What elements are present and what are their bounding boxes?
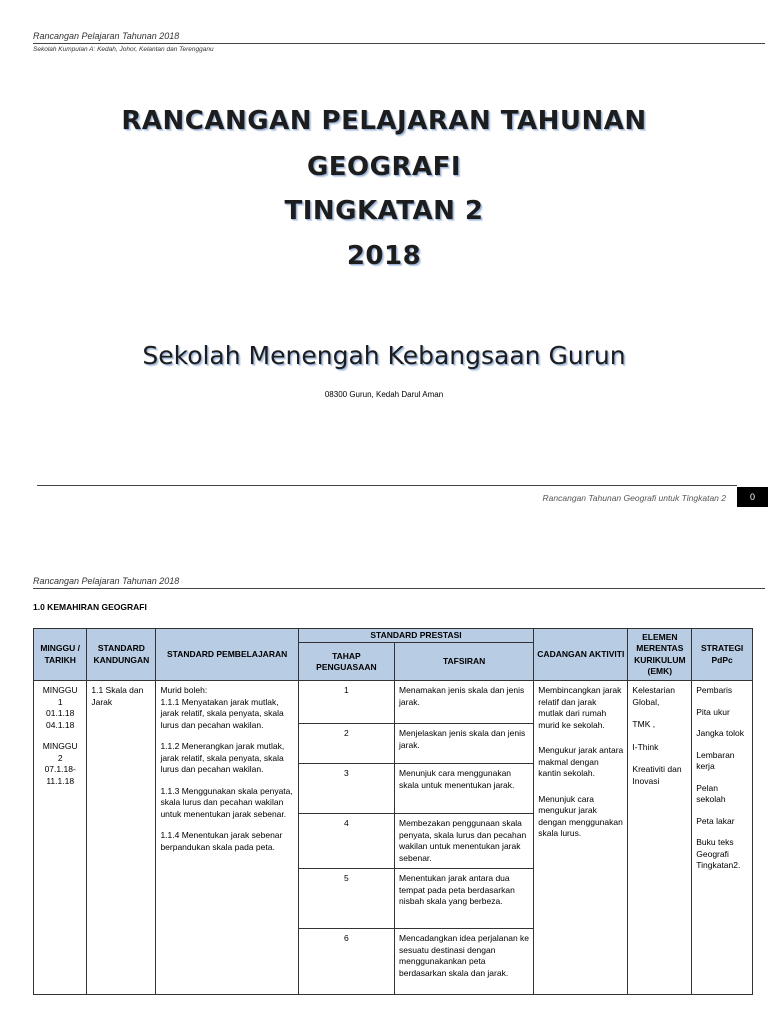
tahap-4: 4 (298, 814, 394, 869)
title-line-3: TINGKATAN 2 (284, 196, 484, 226)
tafsiran-2: Menjelaskan jenis skala dan jenis jarak. (395, 724, 534, 764)
cell-standard-pembelajaran: Murid boleh: 1.1.1 Menyatakan jarak mutlak, jarak relatif, skala penyata, skala lurus dan pecahan wakilan. 1.1.2 Menerangkan jarak mutlak, jarak relatif, skala penyata, skala lurus dan pecahan wakilan. 1.1.3 Menggunakan skala penyata, skala lurus dan pecahan wakilan untuk menentukan jarak sebenar. 1.1.4 Menentukan jarak sebenar berpandukan skala pada peta. (156, 681, 298, 995)
title-line-4: 2018 (346, 241, 422, 271)
section-title: 1.0 KEMAHIRAN GEOGRAFI (33, 602, 147, 612)
header-emk: ELEMEN MERENTAS KURIKULUM (EMK) (628, 629, 692, 681)
header-tahap: TAHAP PENGUASAAN (298, 643, 394, 681)
page-number: 0 (737, 487, 768, 507)
school-address: 08300 Gurun, Kedah Darul Aman (324, 390, 444, 399)
plan-table (33, 628, 753, 995)
header-cadangan: CADANGAN AKTIVITI (534, 629, 628, 681)
header-rule (33, 43, 765, 44)
school-name: Sekolah Menengah Kebangsaan Gurun (142, 341, 626, 370)
tafsiran-5: Menentukan jarak antara dua tempat pada peta berdasarkan nisbah skala yang berbeza. (395, 869, 534, 929)
page2-header: Rancangan Pelajaran Tahunan 2018 (33, 576, 180, 586)
page-header: Rancangan Pelajaran Tahunan 2018 (33, 31, 180, 41)
cell-strategi: Pembaris Pita ukur Jangka tolok Lembaran kerja Pelan sekolah Peta lakar Buku teks Geografi Tingkatan2. (692, 681, 753, 995)
title-line-1: RANCANGAN PELAJARAN TAHUNAN (121, 106, 647, 136)
header-strategi: STRATEGI PdPc (692, 629, 753, 681)
header-tafsiran: TAFSIRAN (395, 643, 534, 681)
tahap-6: 6 (298, 929, 394, 995)
tafsiran-3: Menunjuk cara menggunakan skala untuk menentukan jarak. (395, 764, 534, 814)
page-subheader: Sekolah Kumpulan A: Kedah, Johor, Kelantan dan Terengganu (33, 46, 214, 53)
tahap-1: 1 (298, 681, 394, 724)
page-footer: Rancangan Tahunan Geografi untuk Tingkatan 2 (542, 493, 726, 503)
title-line-2: GEOGRAFI (306, 152, 462, 182)
tafsiran-4: Membezakan penggunaan skala penyata, skala lurus dan pecahan wakilan untuk menentukan jarak sebenar. (395, 814, 534, 869)
footer-rule (37, 485, 737, 486)
cell-emk: Kelestarian Global, TMK , I-Think Kreativiti dan Inovasi (628, 681, 692, 995)
cell-cadangan: Membincangkan jarak relatif dan jarak mutlak dari rumah murid ke sekolah. Mengukur jarak antara makmal dengan kantin sekolah. Menunjuk cara mengukur jarak dengan menggunakan skala lurus. (534, 681, 628, 995)
tafsiran-1: Menamakan jenis skala dan jenis jarak. (395, 681, 534, 724)
cell-standard-kandungan: 1.1 Skala dan Jarak (87, 681, 156, 995)
header-standard-prestasi: STANDARD PRESTASI (298, 629, 533, 643)
header-standard-pembelajaran: STANDARD PEMBELAJARAN (156, 629, 298, 681)
cell-minggu: MINGGU 1 01.1.18 04.1.18 MINGGU 2 07.1.18- 11.1.18 (34, 681, 87, 995)
tahap-5: 5 (298, 869, 394, 929)
page2-header-rule (33, 588, 765, 589)
header-standard-kandungan: STANDARD KANDUNGAN (87, 629, 156, 681)
header-minggu: MINGGU / TARIKH (34, 629, 87, 681)
tafsiran-6: Mencadangkan idea perjalanan ke sesuatu destinasi dengan menggunakankan peta berdasarkan skala dan jarak. (395, 929, 534, 995)
tahap-3: 3 (298, 764, 394, 814)
tahap-2: 2 (298, 724, 394, 764)
